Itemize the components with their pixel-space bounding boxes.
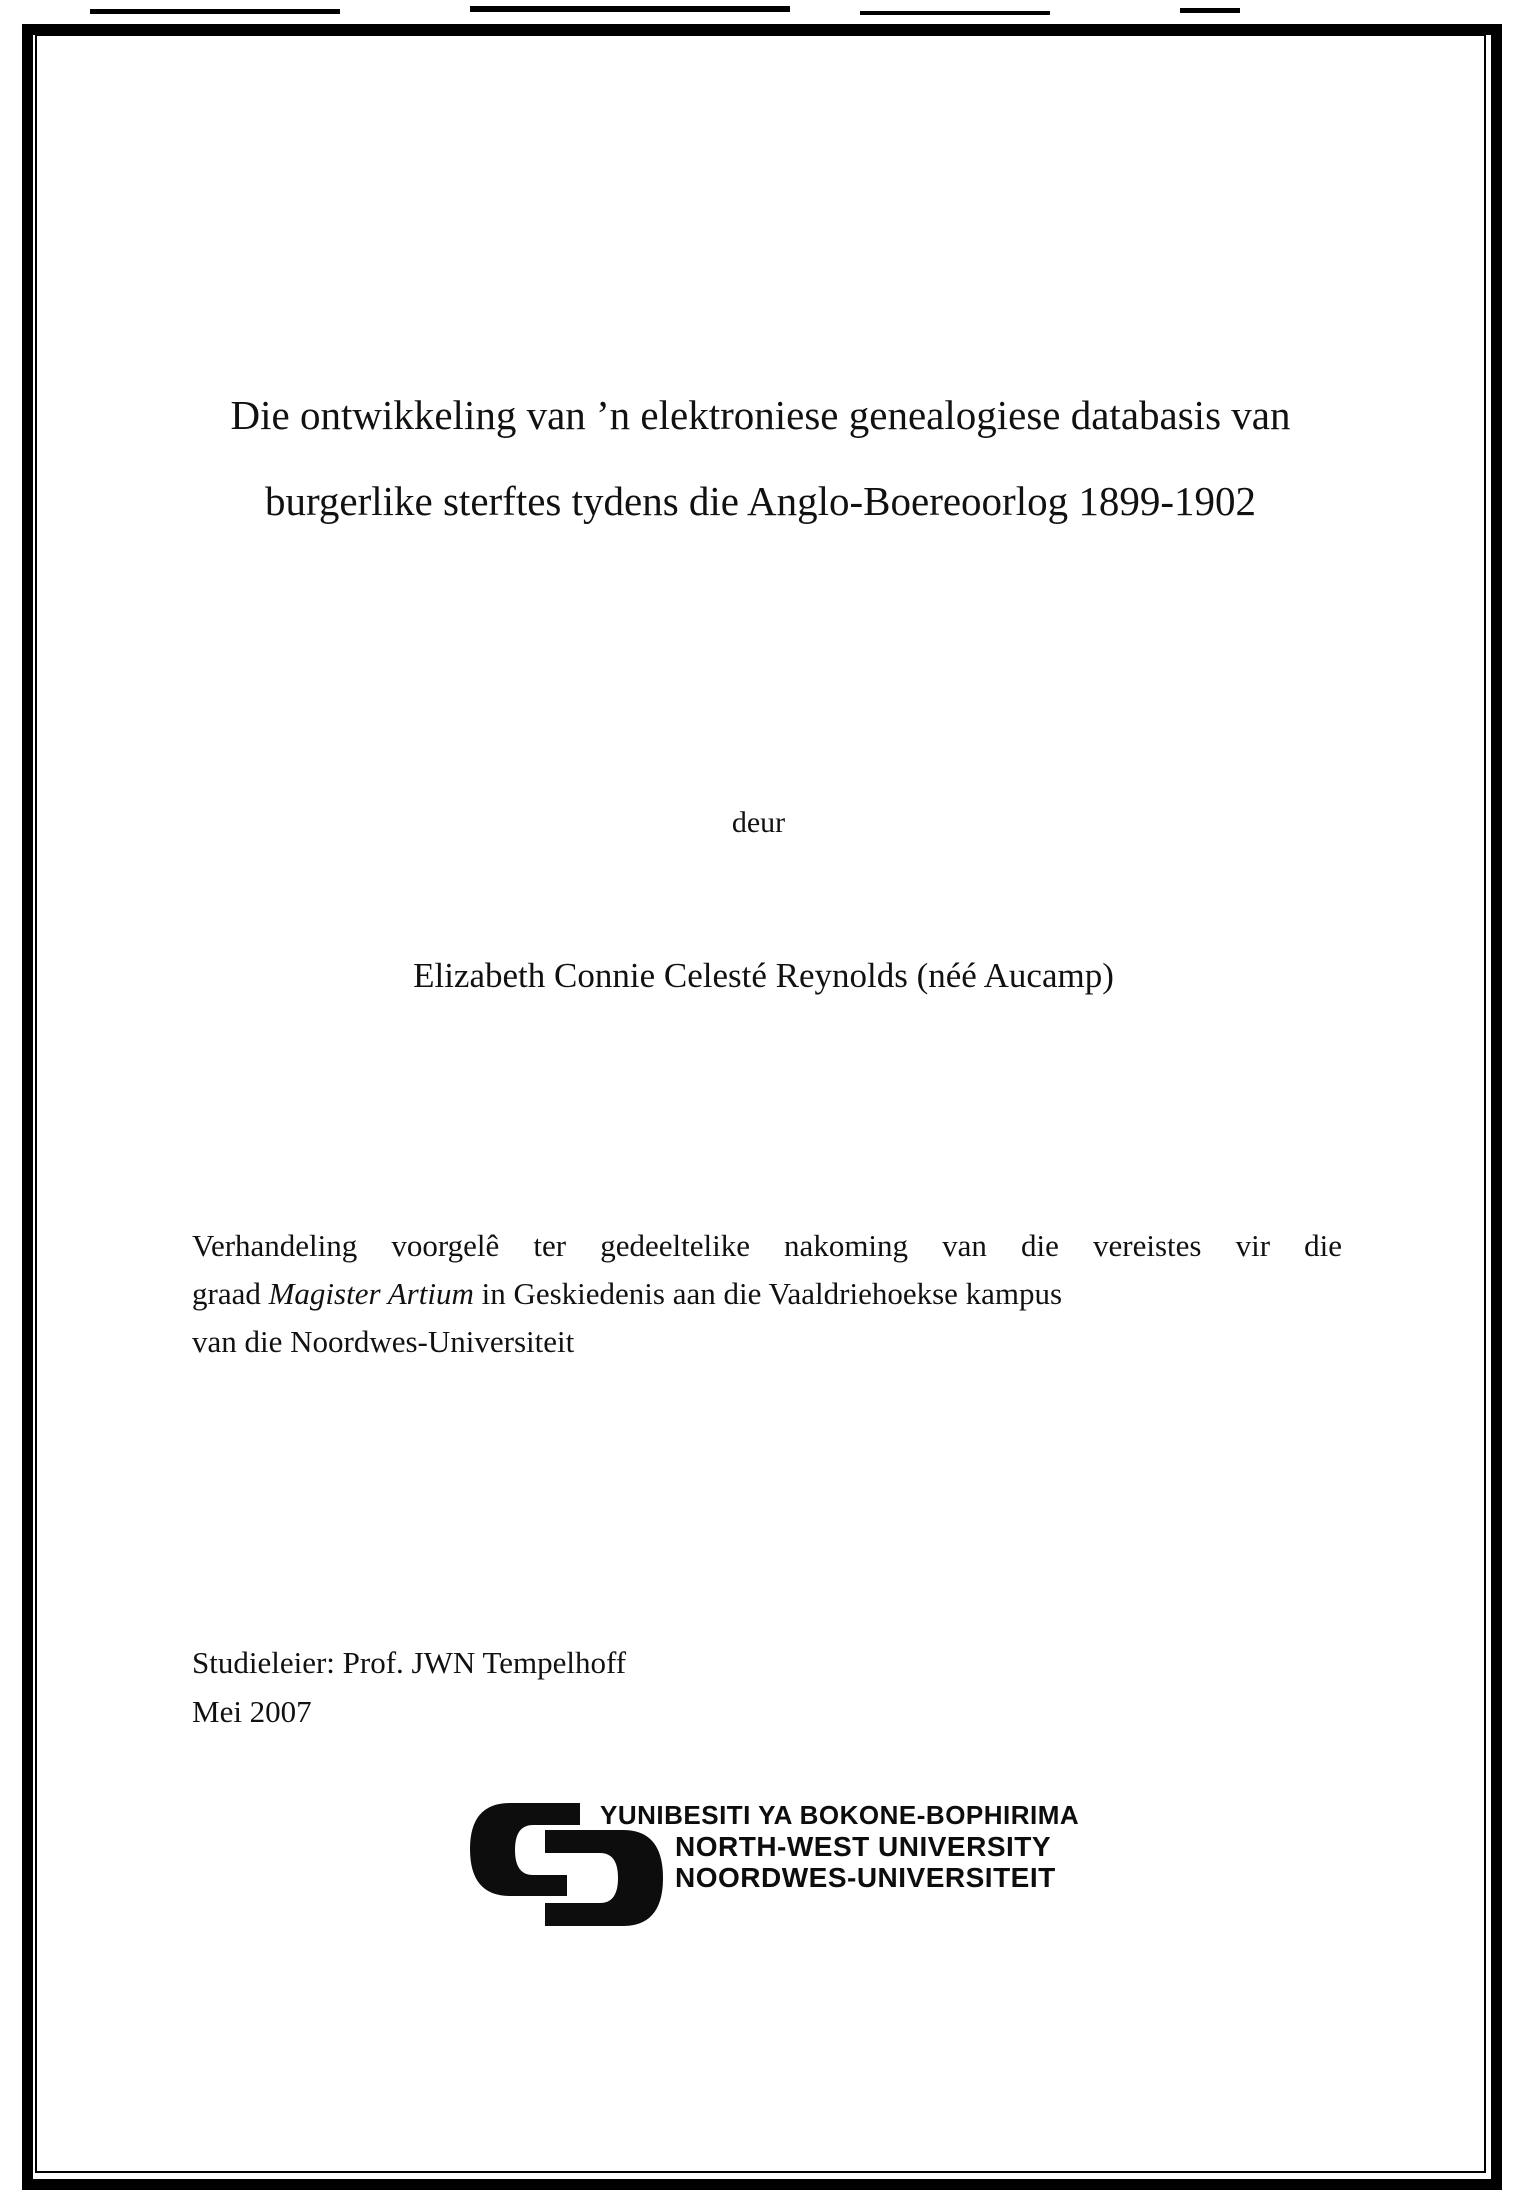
supervisor-block [192,1638,626,1736]
submission-line2-prefix: graad [192,1276,269,1311]
thesis-title [70,372,1451,544]
byline: deur [731,806,786,839]
scan-artifact [1180,8,1240,13]
scan-artifact [860,11,1050,15]
thesis-title-line2: burgerlike sterftes tydens die Anglo-Boereoorlog 1899-1902 [264,478,1256,524]
scan-artifact [90,9,340,14]
submission-line1: Verhandeling voorgelê ter gedeeltelike nakoming van die vereistes vir die [192,1228,1342,1263]
supervisor-line: Studieleier: Prof. JWN Tempelhoff [192,1645,627,1680]
submission-line3: van die Noordwes-Universiteit [192,1324,575,1359]
logo-line-english: NORTH-WEST UNIVERSITY [675,1831,1052,1862]
thesis-title-line1: Die ontwikkeling van ’n elektroniese genealogiese databasis van [230,392,1291,438]
submission-degree-name: Magister Artium [268,1276,474,1311]
submission-line2 [192,1270,1342,1318]
logo-line-setswana: YUNIBESITI YA BOKONE-BOPHIRIMA [600,1800,1080,1830]
logo-line-afrikaans: NOORDWES-UNIVERSITEIT [675,1862,1056,1893]
submission-statement [192,1222,1342,1366]
submission-line2-suffix: in Geskiedenis aan die Vaaldriehoekse kampus [473,1276,1063,1311]
date-line: Mei 2007 [192,1694,312,1729]
author-name: Elizabeth Connie Celesté Reynolds (néé Aucamp) [413,956,1114,995]
university-logo-text [600,1800,1079,1893]
scan-artifact [470,6,790,12]
